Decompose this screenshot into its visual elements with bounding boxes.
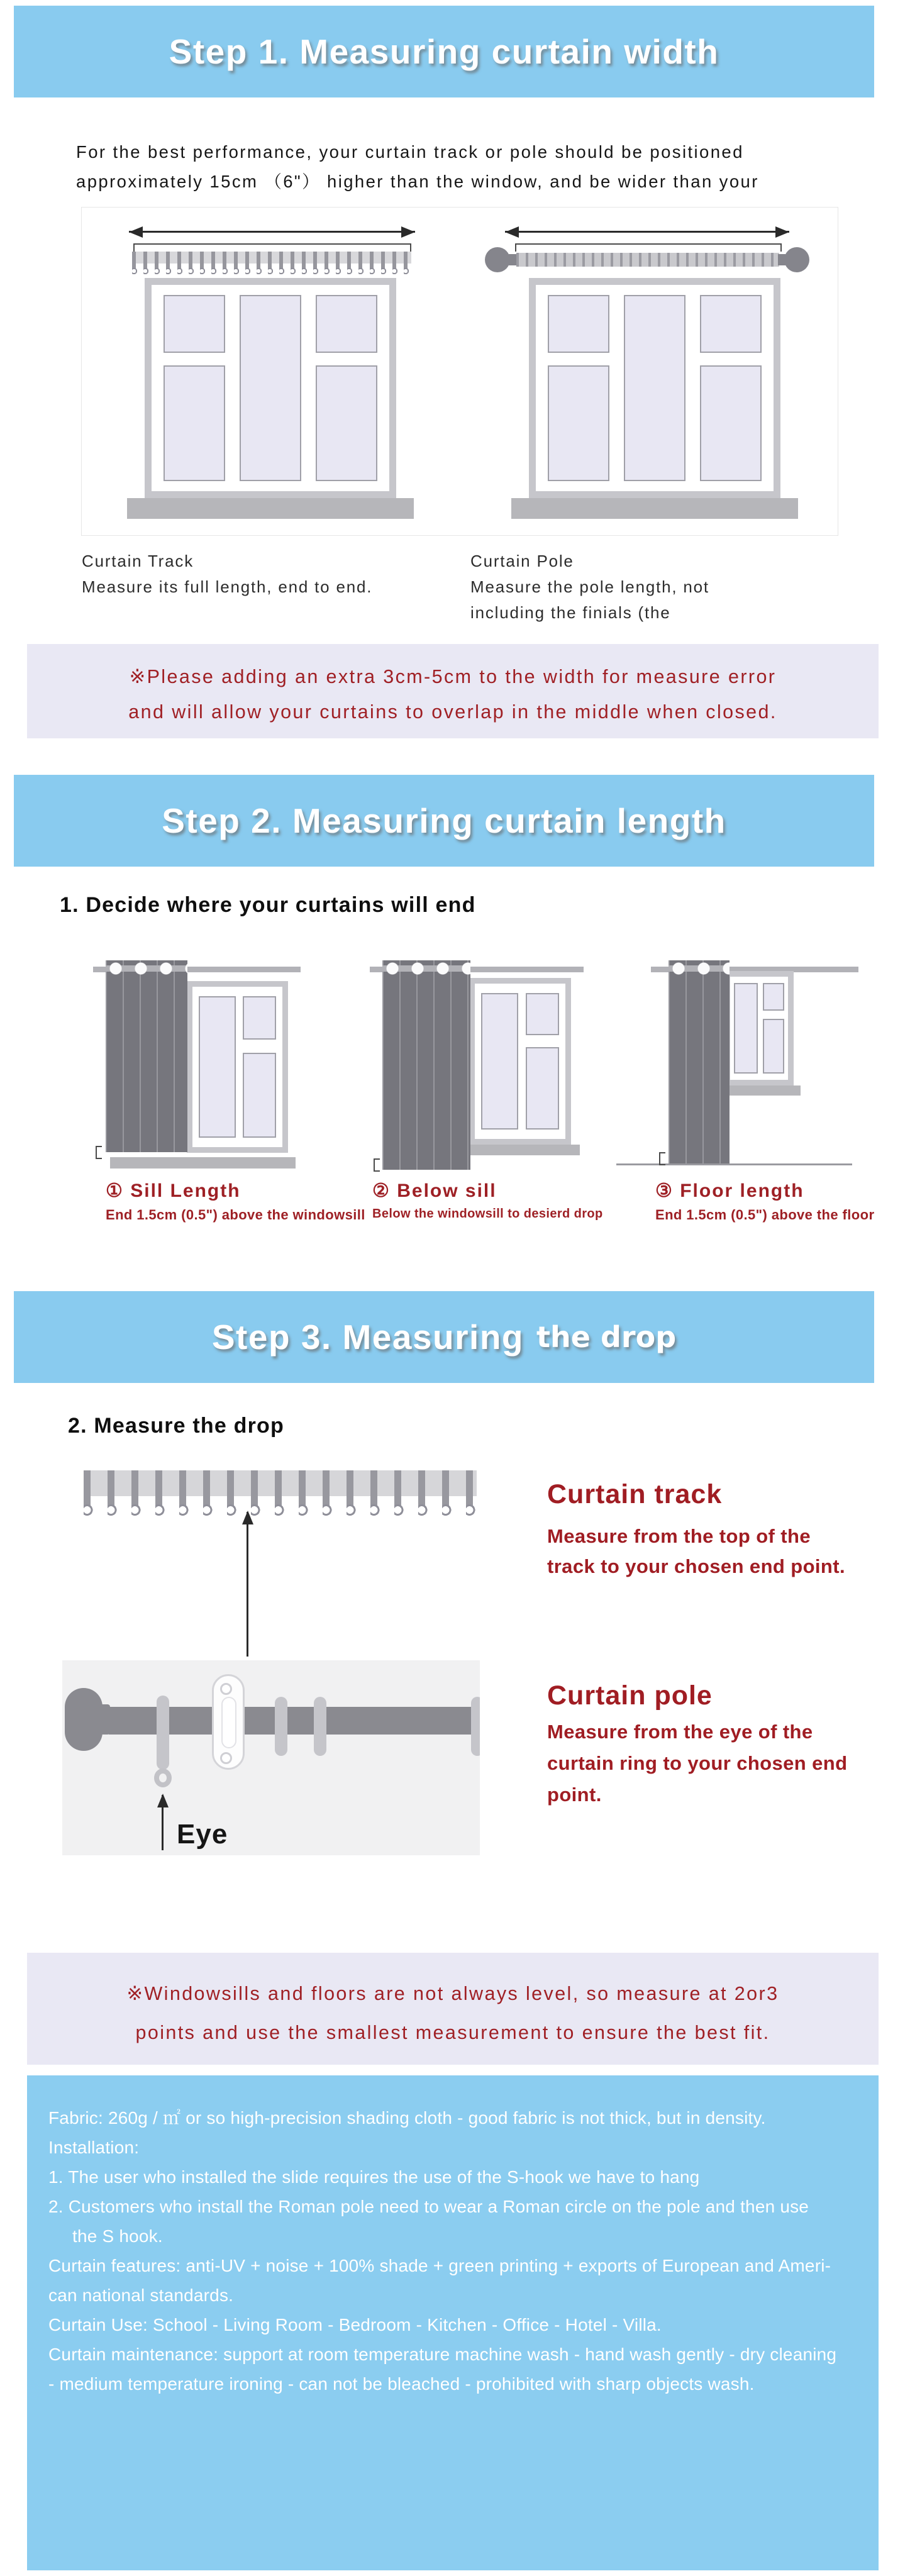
- pole-caption-desc2: including the finials (the: [470, 603, 671, 622]
- pole-finial: [65, 1688, 103, 1751]
- option-label-floor: [655, 1180, 874, 1223]
- footer-line: can national standards.: [48, 2285, 234, 2305]
- track-glider-loops: [84, 1504, 477, 1517]
- footer-line: Installation:: [48, 2138, 140, 2157]
- step1-intro: [76, 137, 875, 196]
- curtain-ring: [275, 1697, 287, 1756]
- option-diagram-below-sill: [327, 950, 604, 1179]
- step2-banner-title: Step 2. Measuring curtain length: [162, 801, 726, 840]
- curtain-grommets: [382, 960, 470, 977]
- window-pane: [700, 365, 762, 481]
- level-note-line1: ※Windowsills and floors are not always level, so measure at 2or3: [126, 1983, 779, 2004]
- track-caption-title: Curtain Track: [82, 552, 194, 570]
- option-title: ③ Floor length: [655, 1180, 804, 1201]
- window-pane: [316, 365, 377, 481]
- measure-bracket: [133, 243, 411, 252]
- window-pane: [526, 1047, 559, 1130]
- curtain-ring: [314, 1697, 326, 1756]
- window-pane: [734, 983, 758, 1074]
- track-graphic-large: [84, 1470, 477, 1518]
- step2-heading: 1. Decide where your curtains will end: [60, 893, 476, 917]
- gap-mark: [659, 1152, 665, 1165]
- window-pane: [548, 295, 609, 353]
- curtain-ring: [471, 1697, 480, 1756]
- pole-finial-left: [485, 247, 510, 272]
- option-title: ① Sill Length: [106, 1180, 241, 1201]
- window: [724, 971, 794, 1085]
- track-desc-line2: track to your chosen end point.: [547, 1555, 846, 1577]
- footer-line: Curtain Use: School - Living Room - Bedroom - Kitchen - Office - Hotel - Villa.: [48, 2315, 662, 2334]
- track-caption-desc: Measure its full length, end to end.: [82, 577, 373, 596]
- step3-banner-title: Step 3. Measuring: [211, 1318, 524, 1357]
- option-label-sill: [106, 1180, 365, 1223]
- window-sill: [127, 498, 414, 519]
- step2-banner: [14, 775, 874, 867]
- window-pane: [164, 295, 225, 353]
- option-desc: Below the windowsill to desierd drop: [372, 1207, 603, 1221]
- width-note-line2: and will allow your curtains to overlap in the middle when closed.: [128, 701, 777, 723]
- footer-line: the S hook.: [72, 2226, 163, 2246]
- curtain-panel: [669, 960, 730, 1163]
- curtain-grommets: [669, 960, 730, 977]
- footer-line: Curtain maintenance: support at room temperature machine wash - hand wash gently - dry cleaning: [48, 2345, 837, 2364]
- pole-caption: [470, 548, 709, 626]
- option-label-below-sill: [372, 1180, 603, 1221]
- footer-line: Curtain features: anti-UV + noise + 100% shade + green printing + exports of European and Ameri-: [48, 2256, 831, 2275]
- step1-intro-line1: For the best performance, your curtain track or pole should be positioned: [76, 142, 744, 162]
- width-note-line1: ※Please adding an extra 3cm-5cm to the width for measure error: [129, 666, 777, 687]
- drop-arrow-icon: [247, 1512, 248, 1657]
- footer-line: 1. The user who installed the slide requires the use of the S-hook we have to hang: [48, 2167, 700, 2187]
- pole-desc-line3: point.: [547, 1784, 602, 1806]
- step3-heading: 2. Measure the drop: [68, 1414, 284, 1438]
- track-title: Curtain track: [547, 1479, 723, 1509]
- window: [187, 981, 288, 1153]
- window-pane: [240, 295, 301, 480]
- measure-bracket: [515, 243, 782, 252]
- pole-caption-title: Curtain Pole: [470, 552, 574, 570]
- curtain-grommets: [106, 960, 187, 977]
- option-diagram-sill-length: [38, 950, 314, 1179]
- window-pane: [763, 983, 784, 1011]
- level-note: [27, 1953, 879, 2065]
- curtain-track-graphic: [132, 252, 411, 277]
- window-sill: [511, 498, 798, 519]
- window: [529, 278, 780, 498]
- window-pane: [481, 993, 518, 1130]
- eye-label: Eye: [177, 1819, 228, 1850]
- footer-line: Fabric: 260g / ㎡ or so high-precision shading cloth - good fabric is not thick, but in density.: [48, 2108, 766, 2128]
- step1-banner-title: Step 1. Measuring curtain width: [169, 32, 719, 71]
- track-desc-line1: Measure from the top of the: [547, 1525, 811, 1547]
- pole-desc-line2: curtain ring to your chosen end: [547, 1752, 848, 1774]
- track-glider-loops: [132, 267, 411, 275]
- pole-desc-line1: Measure from the eye of the: [547, 1721, 813, 1743]
- option-desc: End 1.5cm (0.5") above the floor: [655, 1207, 875, 1223]
- window: [145, 278, 396, 498]
- ring-eye: [154, 1768, 172, 1787]
- level-note-line2: points and use the smallest measurement to ensure the best fit.: [135, 2022, 770, 2043]
- bracket-screw: [220, 1752, 232, 1764]
- window-sill: [110, 1157, 296, 1169]
- step3-banner: [14, 1291, 874, 1383]
- window-pane: [624, 295, 685, 480]
- window: [469, 978, 571, 1145]
- footer-line: 2. Customers who install the Roman pole need to wear a Roman circle on the pole and then use: [48, 2197, 809, 2216]
- pole-stub-left: [509, 254, 516, 265]
- curtain-panel: [106, 960, 187, 1152]
- bracket-screw: [220, 1683, 232, 1695]
- width-note: [27, 644, 879, 738]
- gap-mark: [96, 1146, 102, 1159]
- gap-mark: [374, 1158, 380, 1172]
- window-pane: [526, 993, 559, 1035]
- step1-intro-line2: approximately 15cm （6"） higher than the window, and be wider than your: [76, 172, 759, 191]
- step1-diagram-box: [81, 207, 838, 536]
- window-pane: [164, 365, 225, 481]
- footer-line: - medium temperature ironing - can not be bleached - prohibited with sharp objects wash.: [48, 2374, 755, 2394]
- floor-line: [616, 1163, 852, 1165]
- option-diagram-floor-length: [616, 950, 893, 1179]
- bracket-slot: [221, 1697, 236, 1748]
- curtain-pole-diagram: [460, 208, 838, 535]
- window-pane: [243, 996, 276, 1040]
- curtain-panel: [382, 960, 470, 1170]
- pole-finial-right: [784, 247, 809, 272]
- pole-title: Curtain pole: [547, 1680, 713, 1711]
- curtain-ring: [157, 1696, 169, 1770]
- window-pane: [199, 996, 236, 1137]
- curtain-pole-graphic: [516, 253, 779, 267]
- step1-banner: [14, 6, 874, 97]
- pole-caption-desc1: Measure the pole length, not: [470, 577, 709, 596]
- width-arrow-icon: [129, 231, 415, 233]
- window-pane: [316, 295, 377, 353]
- track-bar: [132, 252, 411, 269]
- window-pane: [700, 295, 762, 353]
- window-pane: [243, 1053, 276, 1138]
- curtain-track-diagram: [82, 208, 460, 535]
- track-bar: [84, 1470, 477, 1506]
- option-desc: End 1.5cm (0.5") above the windowsill: [106, 1207, 365, 1223]
- product-info-footer: [27, 2075, 879, 2570]
- window-pane: [548, 365, 609, 481]
- eye-arrow-icon: [162, 1795, 164, 1850]
- width-arrow-icon: [505, 231, 789, 233]
- step3-banner-subtitle: the drop: [536, 1320, 677, 1354]
- option-title: ② Below sill: [372, 1180, 497, 1201]
- track-caption: [82, 548, 372, 600]
- window-pane: [763, 1019, 784, 1074]
- pole-graphic: [62, 1660, 480, 1855]
